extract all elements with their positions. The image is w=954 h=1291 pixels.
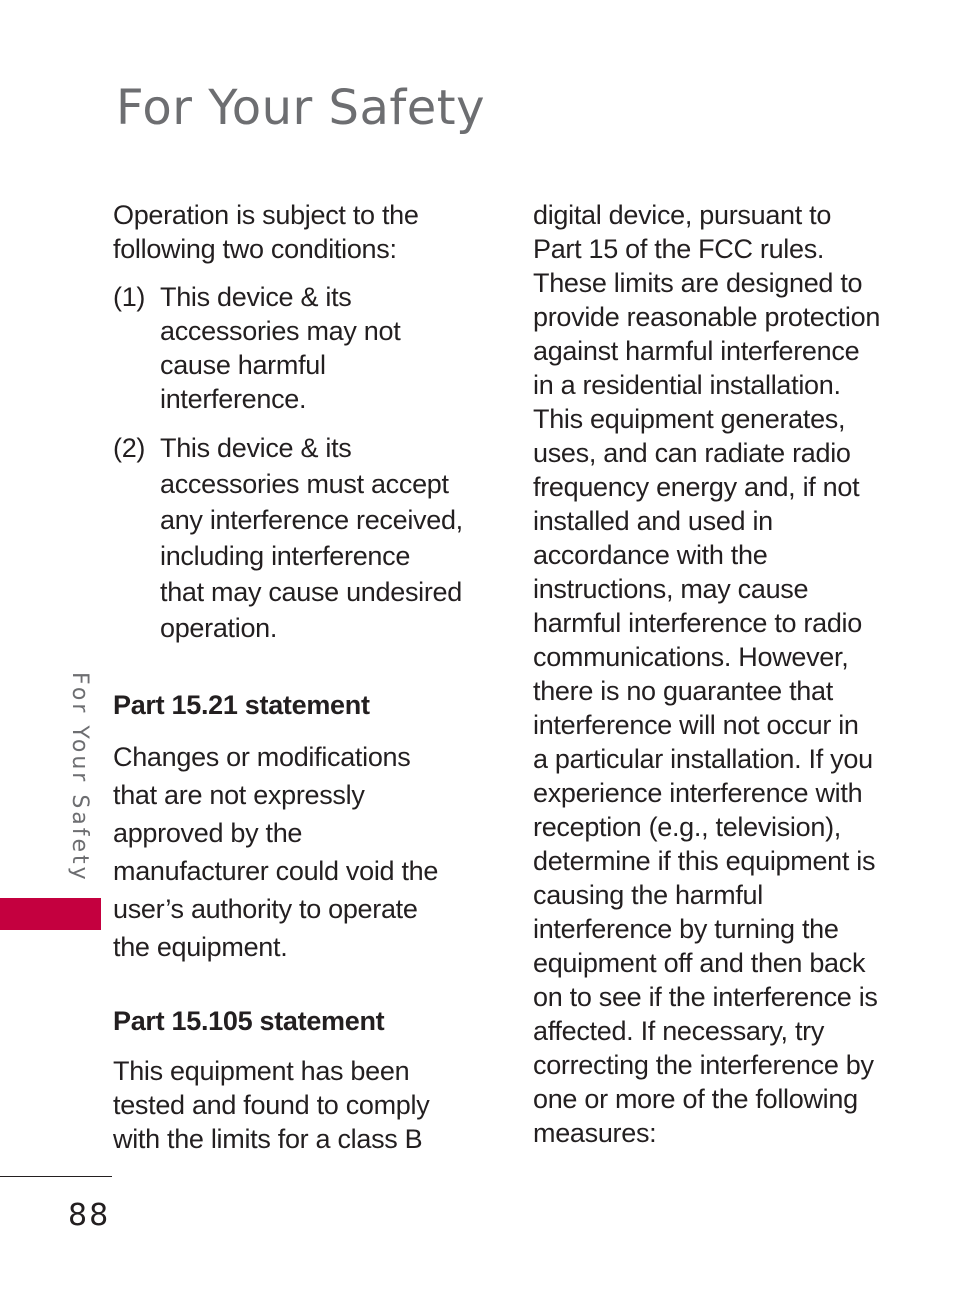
text-line: Operation is subject to the <box>113 200 419 230</box>
page-title: For Your Safety <box>116 80 486 136</box>
right-column <box>533 198 903 1150</box>
text-line: instructions, may cause <box>533 574 809 604</box>
text-line: affected. If necessary, try <box>533 1016 825 1046</box>
text-line: against harmful interference <box>533 336 860 366</box>
text-line: any interference received, <box>160 505 463 535</box>
text-line: uses, and can radiate radio <box>533 438 851 468</box>
text-line: Part 15 of the FCC rules. <box>533 234 825 264</box>
text-line: in a residential installation. <box>533 370 841 400</box>
text-line: correcting the interference by <box>533 1050 874 1080</box>
text-line: This device & its <box>160 282 352 312</box>
text-line: that may cause undesired <box>160 577 462 607</box>
text-line: accordance with the <box>533 540 768 570</box>
text-line: provide reasonable protection <box>533 302 881 332</box>
footer-divider <box>0 1176 112 1177</box>
text-line: This equipment generates, <box>533 404 846 434</box>
part-15-105-continued-paragraph <box>533 198 903 1150</box>
text-line: measures: <box>533 1118 657 1148</box>
text-line: accessories must accept <box>160 469 449 499</box>
text-line: Changes or modifications <box>113 742 411 772</box>
text-line: experience interference with <box>533 778 863 808</box>
text-line: on to see if the interference is <box>533 982 878 1012</box>
list-number: (1) <box>113 282 146 312</box>
side-tab-marker <box>0 898 101 930</box>
list-text <box>160 280 483 416</box>
part-15-105-paragraph <box>113 1054 483 1156</box>
text-line: causing the harmful <box>533 880 763 910</box>
text-line: frequency energy and, if not <box>533 472 860 502</box>
text-line: that are not expressly <box>113 780 365 810</box>
text-line: installed and used in <box>533 506 773 536</box>
text-line: tested and found to comply <box>113 1090 430 1120</box>
section-heading-part-15-105: Part 15.105 statement <box>113 1006 385 1036</box>
text-line: interference by turning the <box>533 914 839 944</box>
text-line: the equipment. <box>113 932 288 962</box>
text-line: operation. <box>160 613 278 643</box>
text-line: This equipment has been <box>113 1056 410 1086</box>
side-tab-label: For Your Safety <box>67 672 92 883</box>
text-line: accessories may not <box>160 316 401 346</box>
text-line: interference will not occur in <box>533 710 859 740</box>
text-line: including interference <box>160 541 411 571</box>
list-text <box>160 430 483 646</box>
text-line: manufacturer could void the <box>113 856 439 886</box>
condition-item-2 <box>113 430 483 646</box>
text-line: determine if this equipment is <box>533 846 876 876</box>
part-15-21-paragraph <box>113 738 483 966</box>
text-line: user’s authority to operate <box>113 894 418 924</box>
page-number: 88 <box>68 1198 111 1233</box>
text-line: with the limits for a class B <box>113 1124 423 1154</box>
text-line: a particular installation. If you <box>533 744 873 774</box>
text-line: equipment off and then back <box>533 948 866 978</box>
text-line: reception (e.g., television), <box>533 812 841 842</box>
condition-item-1 <box>113 280 483 416</box>
text-line: cause harmful <box>160 350 326 380</box>
text-line: harmful interference to radio <box>533 608 862 638</box>
intro-paragraph <box>113 198 483 266</box>
text-line: there is no guarantee that <box>533 676 833 706</box>
text-line: These limits are designed to <box>533 268 863 298</box>
text-line: following two conditions: <box>113 234 397 264</box>
list-number: (2) <box>113 433 146 463</box>
text-line: digital device, pursuant to <box>533 200 832 230</box>
text-line: one or more of the following <box>533 1084 858 1114</box>
text-line: communications. However, <box>533 642 849 672</box>
section-heading-part-15-21: Part 15.21 statement <box>113 690 370 720</box>
text-line: approved by the <box>113 818 303 848</box>
text-line: This device & its <box>160 433 352 463</box>
text-line: interference. <box>160 384 307 414</box>
left-column <box>113 198 483 1156</box>
